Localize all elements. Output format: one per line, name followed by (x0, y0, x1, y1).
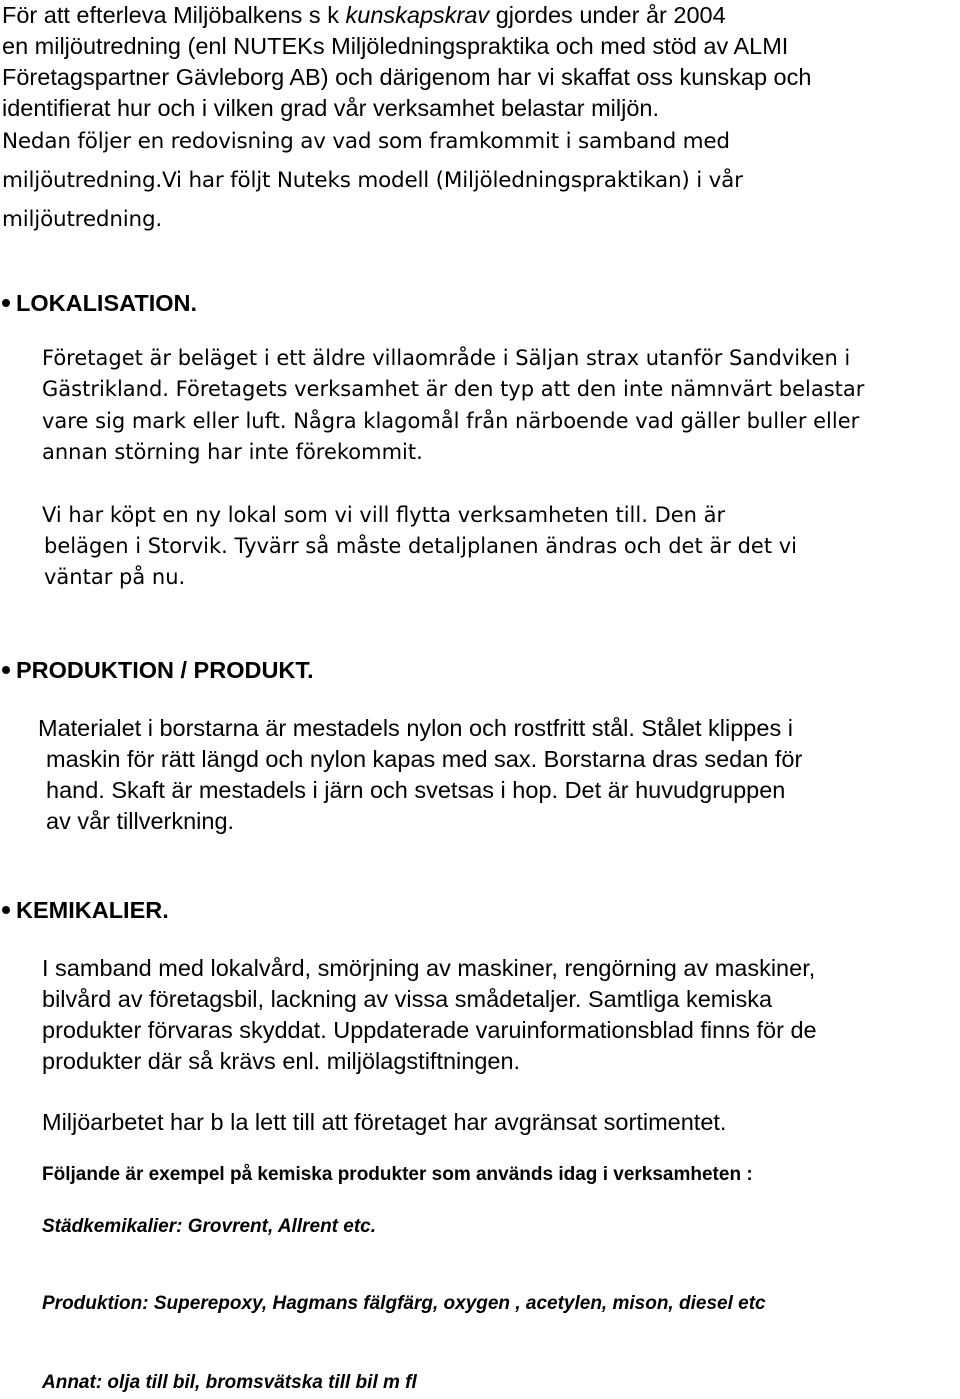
intro-line-3: Företagspartner Gävleborg AB) och därigenom har vi skaffat oss kunskap och (2, 64, 812, 90)
kemikalier-line-3: produkter förvaras skyddat. Uppdaterade varuinformationsblad finns för de (42, 1017, 817, 1043)
produktion-line-3: hand. Skaft är mestadels i järn och svetsas i hop. Det är huvudgruppen (46, 777, 786, 803)
intro-text: gjordes under år 2004 (489, 2, 726, 28)
intro-line-6: miljöutredning.Vi har följt Nuteks modell (Miljöledningspraktikan) i vår (2, 168, 743, 193)
heading-text: LOKALISATION. (16, 290, 198, 316)
lokalisation-line-7: väntar på nu. (44, 565, 186, 589)
kemikalier-line-4: produkter där så krävs enl. miljölagstiftningen. (42, 1048, 521, 1074)
lokalisation-line-6: belägen i Storvik. Tyvärr så måste detaljplanen ändras och det är det vi (44, 534, 797, 558)
intro-line-5: Nedan följer en redovisning av vad som framkommit i samband med (2, 129, 730, 154)
kemikalier-line-2: bilvård av företagsbil, lackning av vissa smådetaljer. Samtliga kemiska (42, 986, 773, 1012)
example-item: Annat: olja till bil, bromsvätska till bil m fl (42, 1372, 417, 1393)
lokalisation-line-5: Vi har köpt en ny lokal som vi vill flytta verksamheten till. Den är (42, 503, 726, 527)
section-heading-produktion (2, 657, 314, 684)
lokalisation-line-2: Gästrikland. Företagets verksamhet är den typ att den inte nämnvärt belastar (42, 377, 865, 401)
lokalisation-line-4: annan störning har inte förekommit. (42, 440, 423, 464)
heading-text: KEMIKALIER. (16, 897, 169, 923)
intro-line-4: identifierat hur och i vilken grad vår verksamhet belastar miljön. (2, 95, 659, 121)
intro-line-7: miljöutredning. (2, 207, 163, 232)
intro-line-2: en miljöutredning (enl NUTEKs Miljöledningspraktika och med stöd av ALMI (2, 33, 789, 59)
bullet-icon (2, 299, 10, 307)
produktion-line-2: maskin för rätt längd och nylon kapas med sax. Borstarna dras sedan för (46, 746, 803, 772)
example-item: Produktion: Superepoxy, Hagmans fälgfärg, oxygen , acetylen, mison, diesel etc (42, 1293, 766, 1314)
kemikalier-line-1: I samband med lokalvård, smörjning av maskiner, rengörning av maskiner, (42, 955, 816, 981)
kemikalier-note: Miljöarbetet har b la lett till att företaget har avgränsat sortimentet. (42, 1109, 727, 1135)
section-heading-lokalisation (2, 290, 197, 317)
intro-text: För att efterleva Miljöbalkens s k (2, 2, 346, 28)
section-heading-kemikalier (2, 897, 169, 924)
intro-italic-term: kunskapskrav (345, 2, 490, 28)
heading-text: PRODUKTION / PRODUKT. (16, 657, 314, 683)
intro-line-1 (2, 0, 726, 31)
examples-intro: Följande är exempel på kemiska produkter som används idag i verksamheten : (42, 1164, 753, 1185)
lokalisation-line-1: Företaget är beläget i ett äldre villaområde i Säljan strax utanför Sandviken i (42, 346, 851, 370)
example-item: Städkemikalier: Grovrent, Allrent etc. (42, 1216, 377, 1237)
produktion-line-4: av vår tillverkning. (46, 808, 235, 834)
bullet-icon (2, 906, 10, 914)
lokalisation-line-3: vare sig mark eller luft. Några klagomål från närboende vad gäller buller eller (42, 409, 860, 433)
bullet-icon (2, 666, 10, 674)
produktion-line-1: Materialet i borstarna är mestadels nylon och rostfritt stål. Stålet klippes i (38, 715, 793, 741)
